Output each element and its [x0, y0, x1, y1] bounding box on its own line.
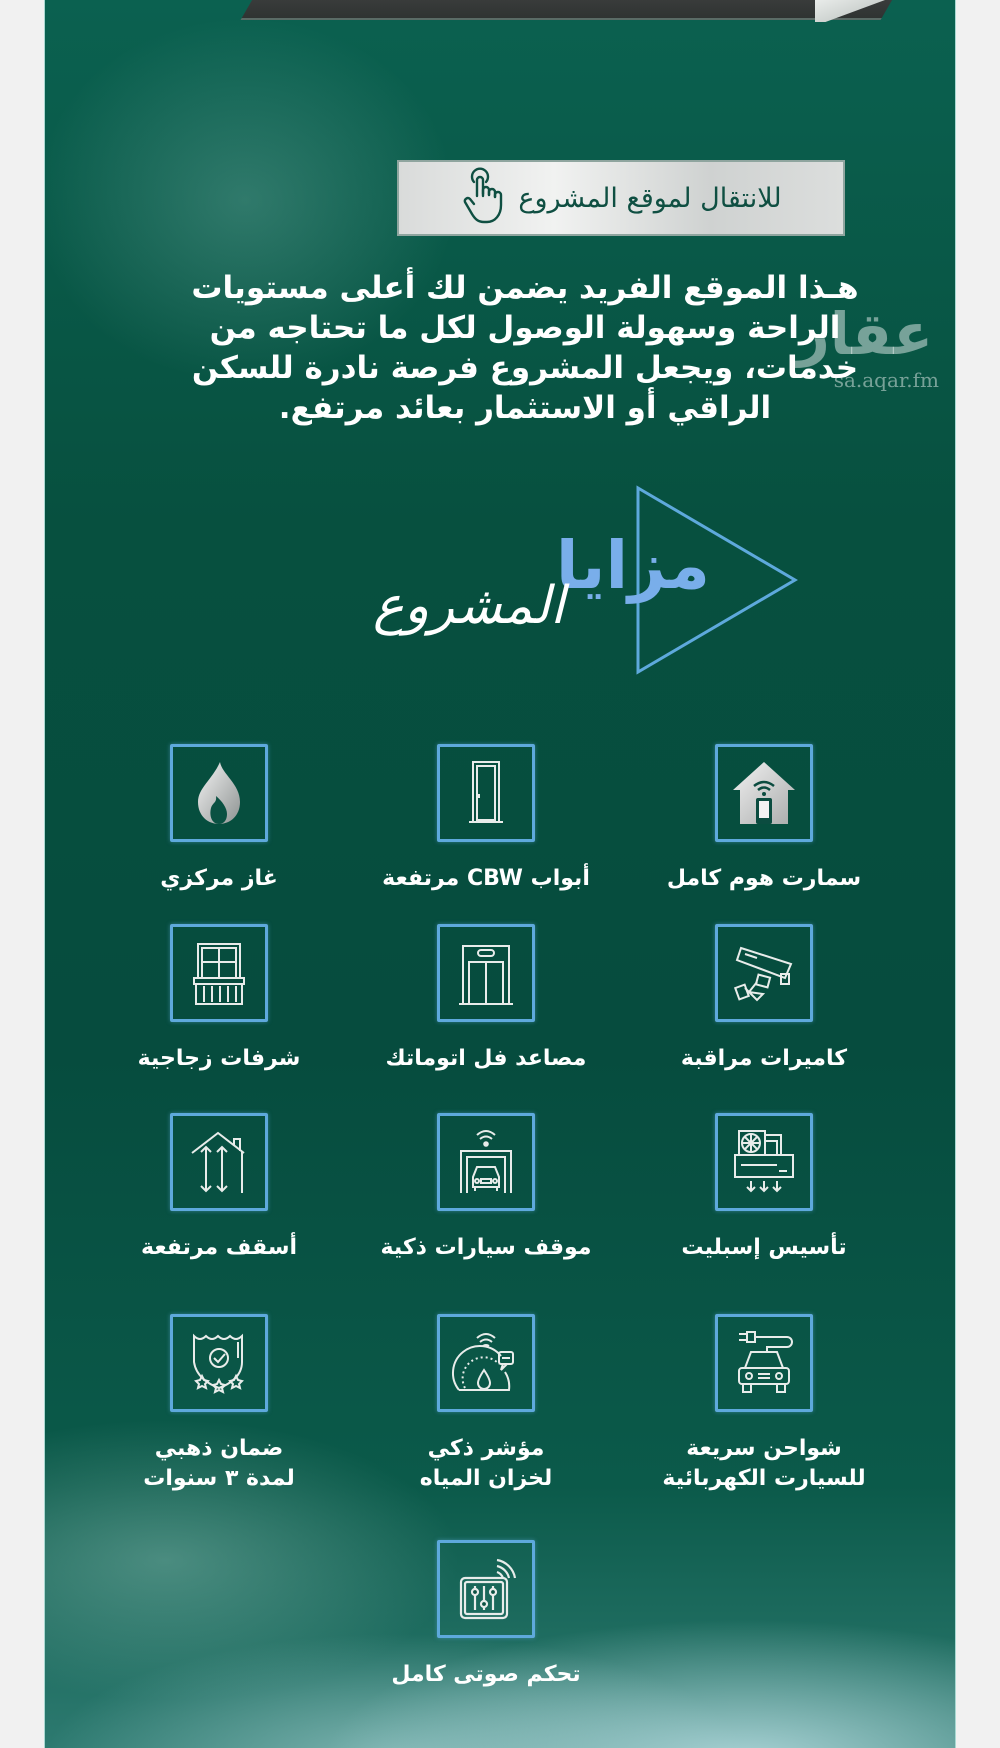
security-camera-icon [727, 936, 801, 1010]
split-ac-icon [727, 1125, 801, 1199]
door-icon [449, 756, 523, 830]
high-ceiling-icon [182, 1125, 256, 1199]
feature-icon-box [715, 744, 813, 842]
feature-label: أسقف مرتفعة [140, 1235, 298, 1260]
smart-parking-icon [449, 1125, 523, 1199]
feature-central-gas [99, 744, 339, 894]
feature-label: تأسيس إسبليت [681, 1235, 847, 1260]
intro-line: هـذا الموقع الفريد يضمن لك أعلى مستويات [191, 270, 859, 306]
feature-label [99, 1434, 339, 1494]
voice-control-icon [449, 1552, 523, 1626]
feature-label: تحكم صوتى كامل [391, 1662, 581, 1687]
feature-icon-box [437, 1540, 535, 1638]
feature-smart-home [644, 744, 884, 894]
feature-split-ac [644, 1113, 884, 1263]
feature-label-line: مؤشر ذكي [427, 1436, 545, 1461]
feature-icon-box [715, 1113, 813, 1211]
feature-icon-box [437, 744, 535, 842]
feature-label: غاز مركزي [160, 866, 278, 891]
feature-icon-box [715, 1314, 813, 1412]
feature-cbw-doors [366, 744, 606, 894]
hero-building-image [241, 0, 910, 20]
feature-icon-box [437, 1113, 535, 1211]
watermark-latin: sa.aqar.fm [833, 368, 939, 392]
feature-label: موقف سيارات ذكية [380, 1235, 592, 1260]
glass-balcony-icon [182, 936, 256, 1010]
intro-line: خدمات، ويجعل المشروع فرصة نادرة للسكن [191, 350, 859, 386]
feature-ev-chargers [644, 1314, 884, 1494]
heading-main: مزايا [555, 527, 710, 604]
feature-security-cameras [644, 924, 884, 1074]
feature-label: شرفات زجاجية [137, 1046, 301, 1071]
feature-label [644, 1434, 884, 1494]
feature-label-line: لخزان المياه [419, 1466, 553, 1491]
heading-sub: المشروع [373, 576, 565, 636]
feature-label: أبواب CBW مرتفعة [382, 866, 590, 891]
feature-icon-box [170, 924, 268, 1022]
gas-flame-icon [182, 756, 256, 830]
feature-icon-box [437, 1314, 535, 1412]
feature-voice-control [366, 1540, 606, 1690]
intro-line: الراحة وسهولة الوصول لكل ما تحتاجه من [209, 310, 841, 346]
hand-tap-icon [460, 166, 504, 230]
feature-icon-box [170, 1314, 268, 1412]
warranty-shield-icon [182, 1326, 256, 1400]
feature-high-ceilings [99, 1113, 339, 1263]
feature-label-line: ضمان ذهبي [154, 1436, 284, 1461]
feature-icon-box [170, 744, 268, 842]
ev-charger-icon [727, 1326, 801, 1400]
feature-smart-parking [366, 1113, 606, 1263]
elevator-icon [449, 936, 523, 1010]
intro-line: الراقي أو الاستثمار بعائد مرتفع. [278, 390, 772, 426]
feature-gold-warranty [99, 1314, 339, 1494]
smart-home-icon [727, 756, 801, 830]
feature-label: كاميرات مراقبة [680, 1046, 848, 1071]
project-location-label: للانتقال لموقع المشروع [518, 182, 782, 214]
feature-automatic-elevators [366, 924, 606, 1074]
feature-icon-box [437, 924, 535, 1022]
project-location-button[interactable] [397, 160, 845, 236]
feature-water-tank-gauge [366, 1314, 606, 1494]
feature-icon-box [715, 924, 813, 1022]
feature-glass-balconies [99, 924, 339, 1074]
feature-label: مصاعد فل اتوماتك [385, 1046, 587, 1071]
feature-label-line: للسيارت الكهربائية [662, 1466, 866, 1491]
feature-label [366, 1434, 606, 1494]
feature-label-line: لمدة ٣ سنوات [143, 1466, 295, 1491]
feature-label: سمارت هوم كامل [666, 866, 862, 891]
intro-paragraph [145, 268, 905, 428]
feature-icon-box [170, 1113, 268, 1211]
project-features-panel [45, 0, 955, 1748]
feature-label-line: شواحن سريعة [686, 1436, 842, 1461]
water-tank-gauge-icon [449, 1326, 523, 1400]
watermark-arabic: عقار [796, 300, 933, 368]
features-heading [365, 485, 805, 680]
